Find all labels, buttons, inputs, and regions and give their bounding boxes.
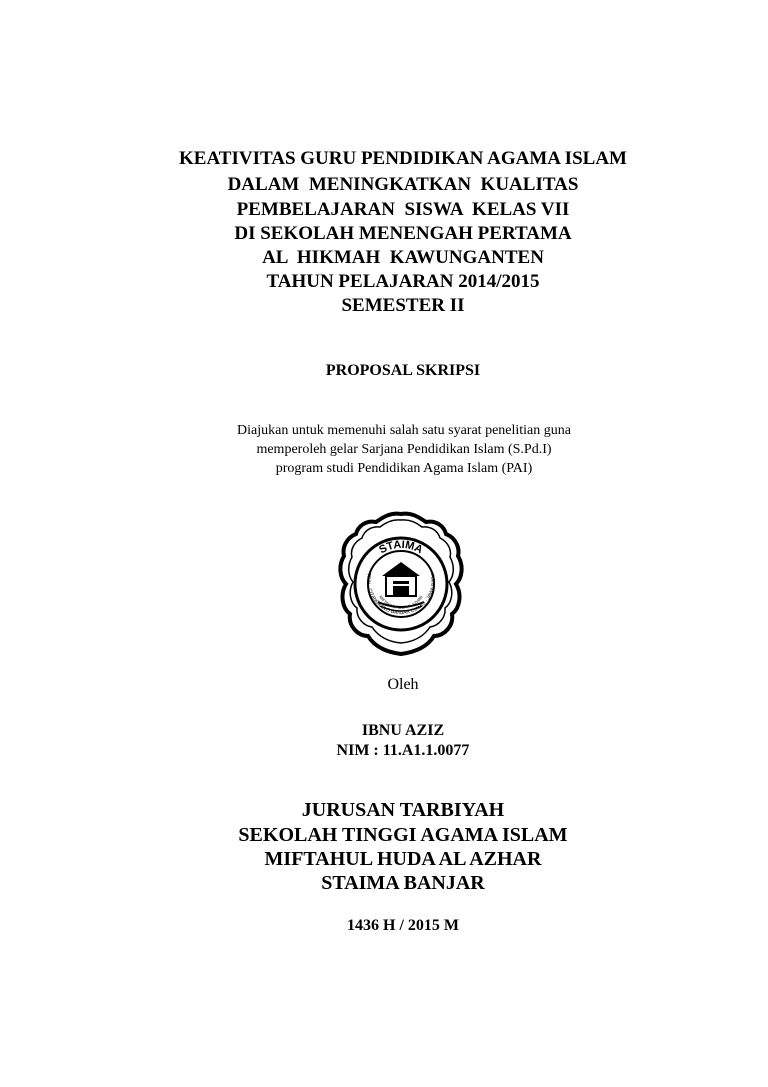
- document-type: PROPOSAL SKRIPSI: [325, 362, 481, 379]
- title-line-5: AL HIKMAH KAWUNGANTEN: [262, 247, 544, 268]
- author-name: IBNU AZIZ: [361, 722, 445, 739]
- logo-kaaba-shape: [393, 581, 409, 596]
- title-line-6: TAHUN PELAJARAN 2014/2015: [266, 271, 540, 292]
- institution-line-2: SEKOLAH TINGGI AGAMA ISLAM: [238, 824, 568, 846]
- institution-line-1: JURUSAN TARBIYAH: [301, 799, 505, 821]
- purpose-line-1: Diajukan untuk memenuhi salah satu syarat penelitian guna: [237, 423, 571, 438]
- logo-inner-text: MIFTAHUL HUDA AL AZHAR: [378, 594, 424, 610]
- title-line-4: DI SEKOLAH MENENGAH PERTAMA: [234, 223, 572, 244]
- logo-top-text: STAIMA: [377, 538, 425, 557]
- purpose-line-2: memperoleh gelar Sarjana Pendidikan Islam (S.Pd.I): [256, 442, 552, 457]
- title-line-2: DALAM MENINGKATKAN KUALITAS: [227, 174, 579, 195]
- title-line-7: SEMESTER II: [341, 295, 465, 316]
- title-line-3: PEMBELAJARAN SISWA KELAS VII: [236, 199, 570, 220]
- logo-ring-text: TRIN · CITANGKOLO BANJAR CIAMIS · JAWA BARA: [364, 572, 438, 617]
- academic-year: 1436 H / 2015 M: [347, 917, 459, 934]
- logo-kaaba-band: [393, 584, 409, 586]
- author-nim: NIM : 11.A1.1.0077: [336, 742, 470, 759]
- by-label: Oleh: [387, 676, 419, 693]
- institution-line-3: MIFTAHUL HUDA AL AZHAR: [264, 848, 542, 870]
- purpose-line-3: program studi Pendidikan Agama Islam (PAI): [275, 461, 533, 476]
- staima-logo: [338, 510, 464, 658]
- institution-line-4: STAIMA BANJAR: [321, 872, 485, 894]
- title-line-1: KEATIVITAS GURU PENDIDIKAN AGAMA ISLAM: [179, 148, 627, 169]
